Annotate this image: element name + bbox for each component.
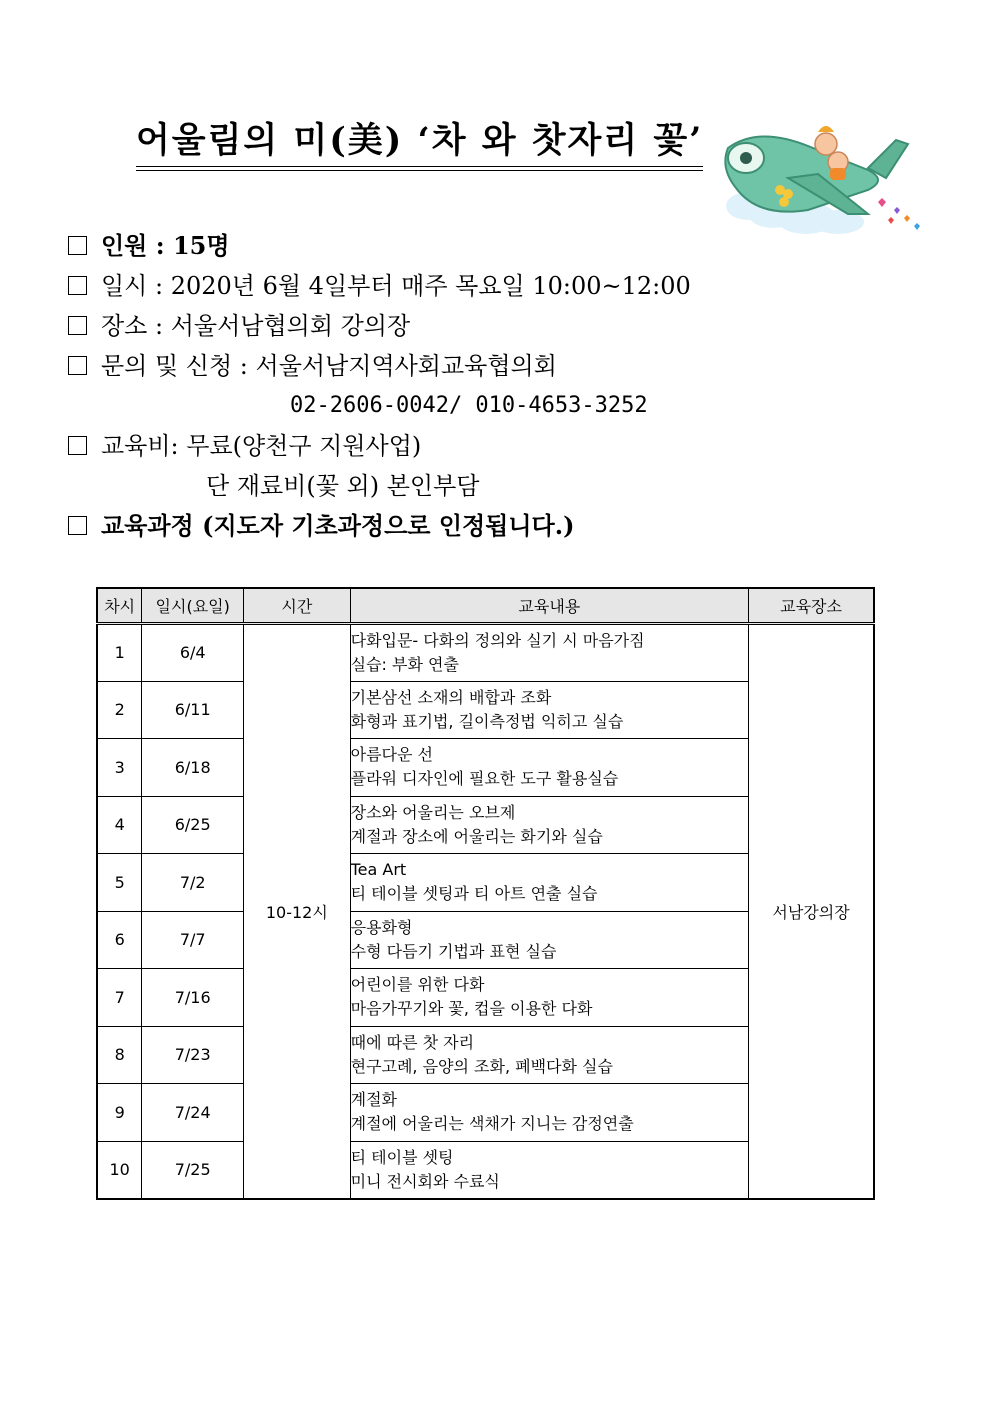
session-content	[350, 969, 748, 1027]
session-content	[350, 624, 748, 682]
info-fee	[68, 426, 928, 466]
content-line-2: 계절에 어울리는 색채가 지니는 감정연출	[350, 1114, 634, 1134]
headcount-text: 인원 : 15명	[101, 231, 230, 260]
session-number: 4	[97, 796, 142, 854]
info-headcount	[68, 226, 928, 266]
content-line-1: 티 테이블 셋팅	[350, 1147, 454, 1167]
content-line-2: 계절과 장소에 어울리는 화기와 실습	[350, 826, 603, 846]
info-course	[68, 506, 928, 546]
content-line-2: 현구고례, 음양의 조화, 폐백다화 실습	[350, 1056, 613, 1076]
content-line-2: 티 테이블 셋팅과 티 아트 연출 실습	[350, 884, 598, 904]
venue-text: 장소 : 서울서남협의회 강의장	[101, 312, 411, 340]
content-line-1: Tea Art	[350, 860, 407, 880]
session-number: 3	[97, 739, 142, 797]
title-underline	[136, 166, 703, 171]
session-number: 7	[97, 969, 142, 1027]
content-line-1: 응용화형	[350, 917, 413, 937]
content-line-2: 마음가꾸기와 꽃, 컵을 이용한 다화	[350, 999, 593, 1019]
checkbox-icon	[68, 236, 87, 255]
content-line-2: 수형 다듬기 기법과 표현 실습	[350, 941, 557, 961]
session-date: 6/4	[142, 624, 244, 682]
session-date: 7/7	[142, 911, 244, 969]
session-date: 7/16	[142, 969, 244, 1027]
session-place: 서남강의장	[749, 624, 874, 1199]
session-content	[350, 911, 748, 969]
info-phone: 02-2606-0042/ 010-4653-3252	[290, 393, 648, 418]
session-content	[350, 854, 748, 912]
header-content: 교육내용	[350, 588, 748, 624]
content-line-1: 아름다운 선	[350, 745, 433, 765]
content-line-1: 다화입문- 다화의 정의와 실기 시 마음가짐	[350, 630, 645, 650]
checkbox-icon	[68, 436, 87, 455]
session-content	[350, 1026, 748, 1084]
checkbox-icon	[68, 316, 87, 335]
contact-text: 문의 및 신청 : 서울서남지역사회교육협의회	[101, 352, 557, 380]
info-venue	[68, 306, 928, 346]
session-date: 6/11	[142, 681, 244, 739]
header-date: 일시(요일)	[142, 588, 244, 624]
session-number: 8	[97, 1026, 142, 1084]
table-row	[97, 624, 874, 682]
info-datetime	[68, 266, 928, 306]
session-date: 7/2	[142, 854, 244, 912]
session-time: 10-12시	[244, 624, 351, 1199]
content-line-2: 실습: 부화 연출	[350, 654, 459, 674]
page-title: 어울림의 미(美) ‘차 와 찻자리 꽃’	[136, 120, 704, 161]
title-block	[136, 118, 703, 171]
header-place: 교육장소	[749, 588, 874, 624]
header-session: 차시	[97, 588, 142, 624]
checkbox-icon	[68, 356, 87, 375]
session-content	[350, 1084, 748, 1142]
content-line-2: 플라워 디자인에 필요한 도구 활용실습	[350, 769, 619, 789]
schedule-table	[96, 587, 875, 1200]
info-section	[68, 226, 928, 546]
table-header-row	[97, 588, 874, 624]
content-line-1: 장소와 어울리는 오브제	[350, 802, 516, 822]
header-time: 시간	[244, 588, 351, 624]
session-date: 6/18	[142, 739, 244, 797]
session-content	[350, 739, 748, 797]
session-number: 6	[97, 911, 142, 969]
session-date: 7/25	[142, 1141, 244, 1199]
session-content	[350, 796, 748, 854]
session-date: 6/25	[142, 796, 244, 854]
session-number: 2	[97, 681, 142, 739]
session-content	[350, 1141, 748, 1199]
content-line-2: 미니 전시회와 수료식	[350, 1171, 500, 1191]
datetime-text: 일시 : 2020년 6월 4일부터 매주 목요일 10:00~12:00	[101, 272, 691, 300]
checkbox-icon	[68, 516, 87, 535]
content-line-2: 화형과 표기법, 길이측정법 익히고 실습	[350, 711, 624, 731]
session-content	[350, 681, 748, 739]
content-line-1: 어린이를 위한 다화	[350, 975, 485, 995]
checkbox-icon	[68, 276, 87, 295]
session-date: 7/24	[142, 1084, 244, 1142]
content-line-1: 때에 따른 찻 자리	[350, 1032, 475, 1052]
content-line-1: 기본삼선 소재의 배합과 조화	[350, 687, 552, 707]
info-contact	[68, 346, 928, 386]
session-date: 7/23	[142, 1026, 244, 1084]
session-number: 1	[97, 624, 142, 682]
info-fee-note: 단 재료비(꽃 외) 본인부담	[206, 472, 480, 500]
session-number: 5	[97, 854, 142, 912]
session-number: 10	[97, 1141, 142, 1199]
fee-text: 교육비: 무료(양천구 지원사업)	[101, 432, 422, 460]
course-text: 교육과정 (지도자 기초과정으로 인정됩니다.)	[101, 511, 575, 540]
content-line-1: 계절화	[350, 1090, 397, 1110]
session-number: 9	[97, 1084, 142, 1142]
